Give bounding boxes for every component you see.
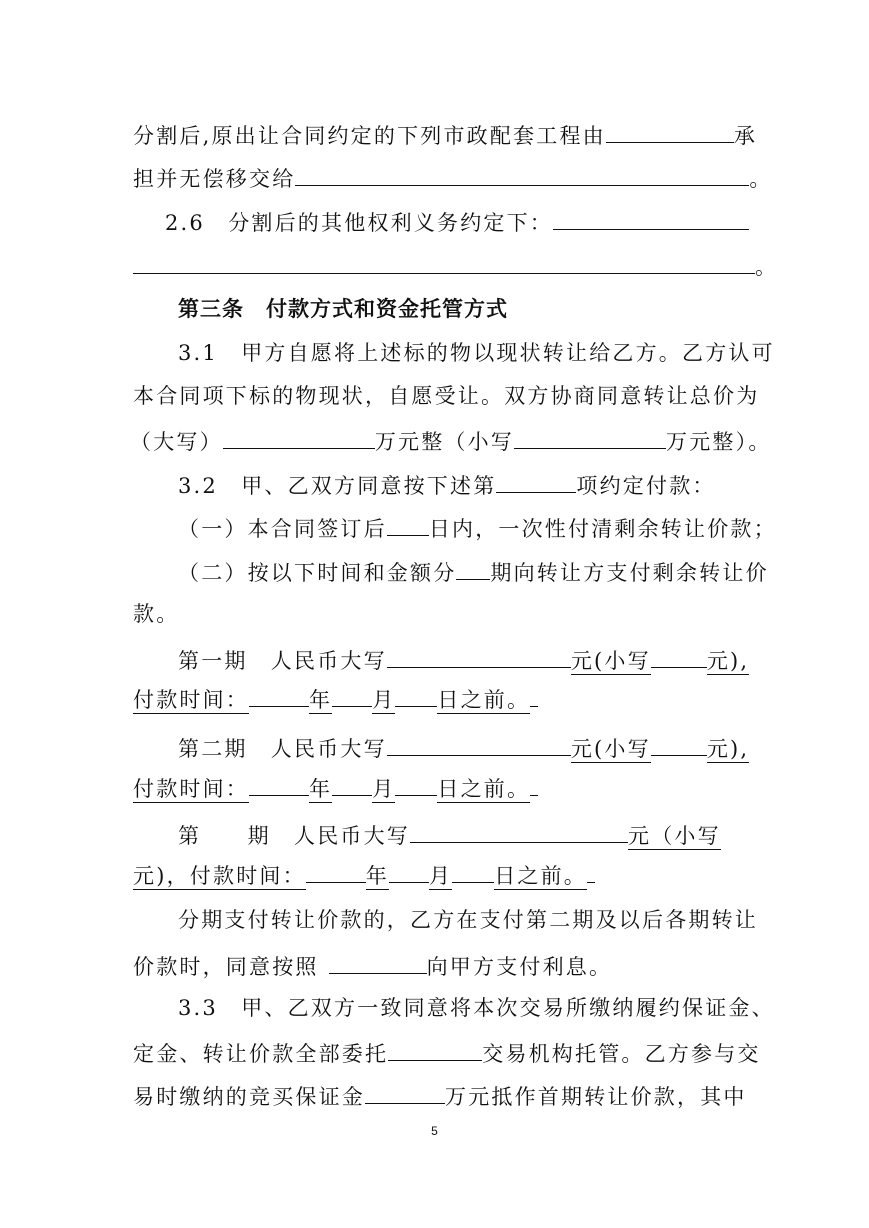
clause-3-3-line-3 — [133, 1083, 747, 1109]
contract-text: 分割后,原出让合同约定的下列市政配套工程由 — [133, 124, 606, 148]
blank-field[interactable] — [496, 472, 576, 493]
contract-text: 万元整（小写 — [374, 430, 515, 454]
contract-text: 元(小写 — [570, 737, 651, 761]
blank-field[interactable] — [332, 794, 372, 796]
blank-field — [530, 794, 538, 796]
blank-field[interactable] — [651, 647, 707, 668]
clause-3-3-line-1: 3.3 甲、乙双方一致同意将本次交易所缴纳履约保证金、 — [178, 996, 775, 1020]
blank-field[interactable] — [365, 1083, 445, 1104]
contract-text: 日之前。 — [494, 864, 588, 888]
contract-text: 年 — [309, 777, 333, 801]
contract-text: 日内，一次性付清剩余转让价款； — [428, 517, 777, 541]
interest-line-2 — [133, 953, 612, 979]
period-three — [178, 822, 721, 850]
contract-text: 元(小写 — [570, 649, 651, 673]
text-line — [133, 165, 773, 191]
contract-text: 月 — [429, 864, 453, 888]
contract-text: 第 期 人民币大写 — [178, 824, 410, 848]
contract-text: 。 — [749, 167, 773, 191]
interest-line-1: 分期支付转让价款的，乙方在支付第二期及以后各期转让 — [178, 908, 758, 932]
clause-3-1-line-3 — [130, 428, 772, 454]
blank-field[interactable] — [249, 794, 309, 796]
contract-text: 交易机构托管。乙方参与交 — [482, 1042, 761, 1066]
text-line — [133, 253, 778, 279]
contract-text: （二）按以下时间和金额分 — [178, 561, 457, 585]
period-two — [178, 735, 749, 763]
contract-text: 担并无偿移交给 — [133, 167, 296, 191]
page-number: 5 — [431, 1124, 438, 1138]
text-line — [133, 122, 757, 148]
contract-text: 万元抵作首期转让价款，其中 — [445, 1085, 747, 1109]
blank-field[interactable] — [329, 953, 427, 974]
blank-field — [530, 705, 538, 707]
contract-text: 付款时间： — [133, 777, 249, 801]
blank-field[interactable] — [388, 1040, 482, 1061]
blank-field[interactable] — [387, 647, 571, 668]
blank-field[interactable] — [395, 705, 437, 707]
clause-3-3-line-2 — [133, 1040, 761, 1066]
blank-field[interactable] — [332, 705, 372, 707]
blank-field[interactable] — [249, 705, 309, 707]
contract-text: 万元整）。 — [666, 430, 772, 454]
blank-field[interactable] — [387, 735, 571, 756]
contract-text: 月 — [372, 688, 396, 712]
blank-field[interactable] — [456, 559, 490, 580]
clause-2-6: 2.6 分割后的其他权利义务约定下： — [165, 211, 553, 235]
contract-text: 年 — [309, 688, 333, 712]
contract-text: 向甲方支付利息。 — [426, 955, 613, 979]
contract-text: 元（小写 — [628, 824, 721, 848]
contract-text: 元), — [706, 649, 750, 673]
contract-text: 付款时间： — [133, 688, 249, 712]
blank-field — [587, 881, 595, 883]
contract-text: 月 — [372, 777, 396, 801]
contract-text: （大写） — [130, 430, 223, 454]
blank-field[interactable] — [651, 735, 707, 756]
contract-text: 定金、转让价款全部委托 — [133, 1042, 389, 1066]
contract-text: 。 — [755, 255, 779, 279]
contract-text: 元)，付款时间： — [133, 864, 306, 888]
contract-text: 元), — [706, 737, 750, 761]
period-one — [178, 647, 749, 675]
option-two — [178, 559, 769, 585]
blank-field[interactable] — [606, 122, 734, 143]
blank-field[interactable] — [514, 428, 666, 449]
contract-text: 价款时，同意按照 — [133, 955, 319, 979]
contract-text: 项约定付款： — [576, 474, 716, 498]
blank-field[interactable] — [223, 428, 375, 449]
blank-field[interactable] — [295, 165, 749, 186]
period-two-time — [133, 777, 538, 803]
contract-text: 第一期 人民币大写 — [178, 649, 387, 673]
contract-text: 第二期 人民币大写 — [178, 737, 387, 761]
clause-3-2 — [178, 472, 716, 498]
text-line — [165, 209, 749, 235]
blank-field[interactable] — [395, 794, 437, 796]
contract-text: 日之前。 — [437, 688, 531, 712]
option-one — [178, 515, 777, 541]
option-two-cont: 款。 — [133, 602, 180, 626]
period-three-time — [133, 864, 595, 890]
blank-field[interactable] — [387, 515, 429, 536]
blank-field[interactable] — [389, 881, 429, 883]
section-heading: 第三条 付款方式和资金托管方式 — [178, 297, 508, 321]
clause-3-1-line-2: 本合同项下标的物现状，自愿受让。双方协商同意转让总价为 — [133, 384, 760, 408]
contract-text: （一）本合同签订后 — [178, 517, 387, 541]
contract-text: 日之前。 — [437, 777, 531, 801]
blank-field[interactable] — [553, 209, 749, 230]
blank-field[interactable] — [306, 881, 366, 883]
contract-text: 易时缴纳的竞买保证金 — [133, 1085, 365, 1109]
period-one-time — [133, 688, 538, 714]
blank-field[interactable] — [452, 881, 494, 883]
blank-field[interactable] — [410, 822, 628, 843]
contract-text: 期向转让方支付剩余转让价 — [490, 561, 769, 585]
contract-text: 承 — [733, 124, 758, 148]
contract-text: 3.2 甲、乙双方同意按下述第 — [178, 474, 497, 498]
contract-text: 年 — [365, 864, 389, 888]
blank-field[interactable] — [133, 253, 755, 274]
clause-3-1-line-1: 3.1 甲方自愿将上述标的物以现状转让给乙方。乙方认可 — [178, 341, 775, 365]
